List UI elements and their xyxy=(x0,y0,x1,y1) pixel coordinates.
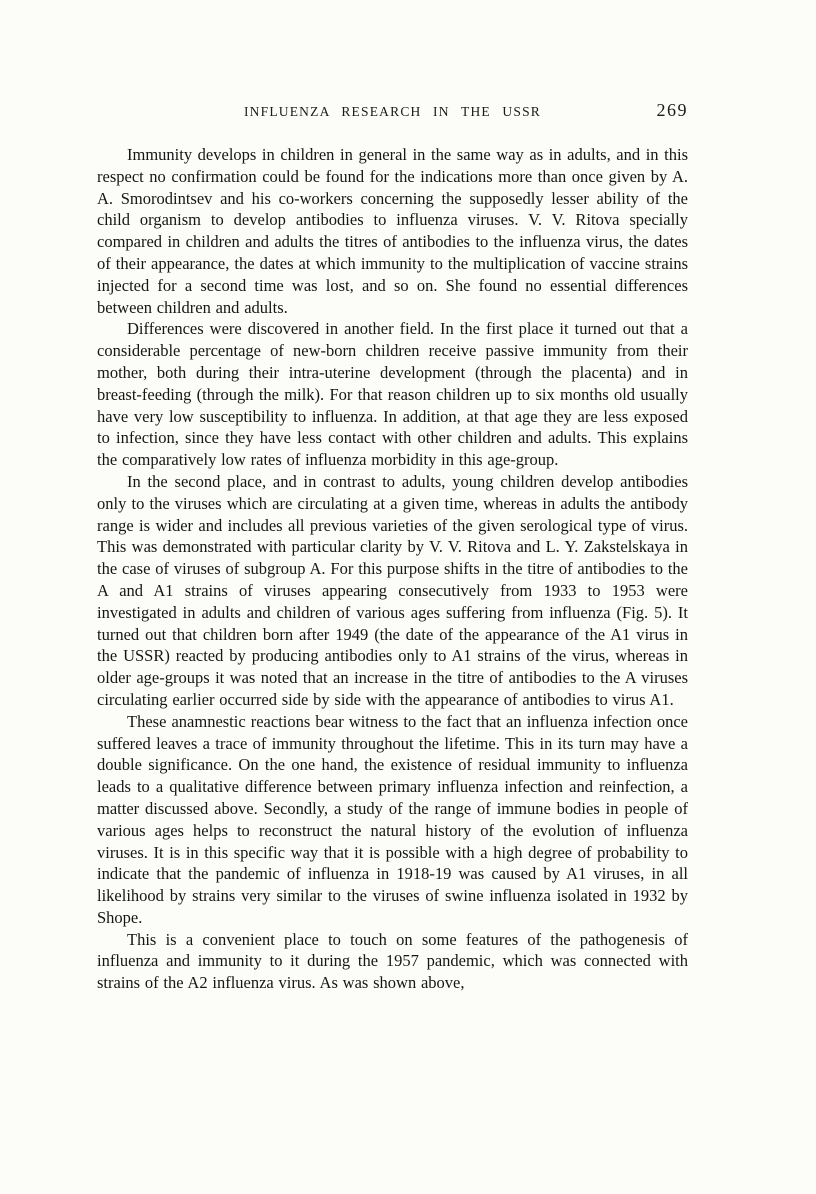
running-header xyxy=(97,100,688,124)
paragraph-4: These anamnestic reactions bear witness to the fact that an influenza infection once suffered leaves a trace of immunity throughout the lifetime. This in its turn may have a double significance. On the one hand, the existence of residual immunity to influenza leads to a qualitative difference between primary influenza infection and reinfection, a matter discussed above. Secondly, a study of the range of immune bodies in people of various ages helps to reconstruct the natural history of the evolution of influenza viruses. It is in this specific way that it is possible with a high degree of probability to indicate that the pandemic of influenza in 1918-19 was caused by A1 viruses, in all likelihood by strains very similar to the viruses of swine influenza isolated in 1932 by Shope. xyxy=(97,711,688,927)
paragraph-2: Differences were discovered in another field. In the first place it turned out that a considerable percentage of new-born children receive passive immunity from their mother, both during their intra-uterine development (through the placenta) and in breast-feeding (through the milk). For that reason children up to six months old usually have very low susceptibility to influenza. In addition, at that age they are less exposed to infection, since they have less contact with other children and adults. This explains the comparatively low rates of influenza morbidity in this age-group. xyxy=(97,319,688,470)
paragraph-3: In the second place, and in contrast to adults, young children develop antibodies only to the viruses which are circulating at a given time, whereas in adults the antibody range is wider and includes all previous varieties of the given serological type of virus. This was demonstrated with particular clarity by V. V. Ritova and L. Y. Zakstelskaya in the case of viruses of subgroup A. For this purpose shifts in the titre of antibodies to the A and A1 strains of viruses appearing consecutively from 1933 to 1953 were investigated in adults and children of various ages suffering from influenza (Fig. 5). It turned out that children born after 1949 (the date of the appearance of the A1 virus in the USSR) reacted by producing antibodies only to A1 strains of the virus, whereas in older age-groups it was noted that an increase in the titre of antibodies to the A viruses circulating earlier occurred side by side with the appearance of antibodies to virus A1. xyxy=(97,471,688,709)
page-number: 269 xyxy=(656,100,688,120)
paragraph-1: Immunity develops in children in general in the same way as in adults, and in this respect no confirmation could be found for the indications more than once given by A. A. Smorodintsev and his co-workers concerning the supposedly lesser ability of the child organism to develop antibodies to influenza viruses. V. V. Ritova specially compared in children and adults the titres of antibodies to the influenza virus, the dates of their appearance, the dates at which immunity to the multiplication of vaccine strains injected for a second time was lost, and so on. She found no essential differences between children and adults. xyxy=(97,145,688,317)
paragraph-5: This is a convenient place to touch on some features of the pathogenesis of influenza and immunity to it during the 1957 pandemic, which was connected with strains of the A2 influenza virus. As was shown above, xyxy=(97,929,688,993)
body-text xyxy=(97,144,688,994)
running-head-title: INFLUENZA RESEARCH IN THE USSR xyxy=(243,104,542,119)
